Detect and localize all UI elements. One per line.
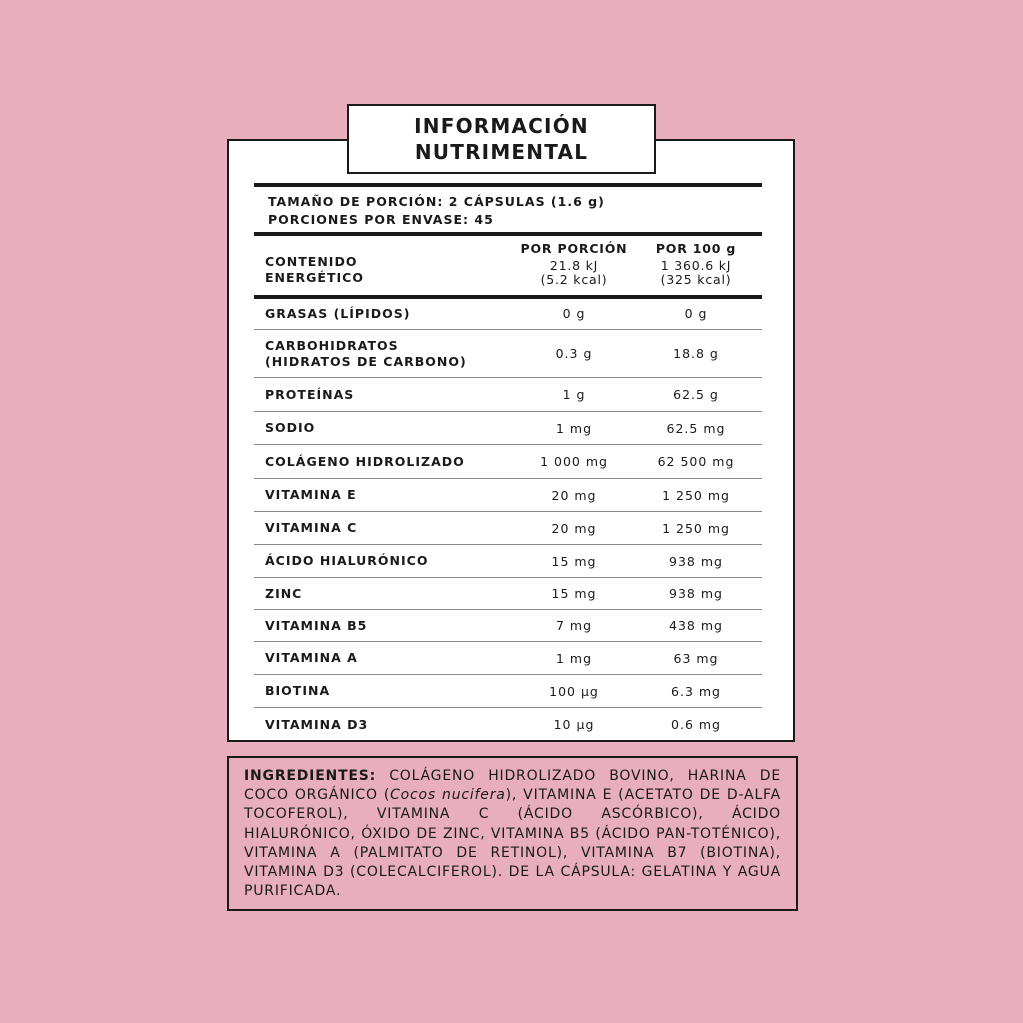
- per-100g-kcal: (325 kcal): [660, 272, 732, 287]
- per-serving-kj: 21.8 kJ: [549, 257, 599, 273]
- table-row: [254, 378, 762, 412]
- nutrient-per-serving: 10 µg: [553, 717, 595, 732]
- nutrient-per-100g: 0.6 mg: [671, 717, 721, 732]
- nutrient-per-serving: 1 mg: [555, 420, 593, 436]
- nutrient-per-100g: 6.3 mg: [671, 683, 721, 699]
- nutrient-table: [254, 298, 762, 741]
- ingredients-label: INGREDIENTES:: [244, 768, 377, 784]
- per-serving-kcal: (5.2 kcal): [540, 272, 608, 287]
- nutrient-per-100g: 1 250 mg: [662, 520, 730, 536]
- table-row: [254, 675, 762, 708]
- nutrient-name: VITAMINA E: [265, 487, 357, 502]
- serving-rule: [254, 232, 762, 236]
- nutrient-per-100g: 938 mg: [669, 553, 723, 569]
- nutrient-name: SODIO: [265, 420, 316, 435]
- serving-info: [268, 193, 605, 229]
- nutrient-name: BIOTINA: [265, 683, 331, 698]
- nutrient-per-serving: 7 mg: [555, 618, 593, 633]
- top-thick-rule: [254, 183, 762, 187]
- nutrient-name: CARBOHIDRATOS (HIDRATOS DE CARBONO): [265, 337, 467, 369]
- nutrient-per-serving: 1 g: [562, 387, 586, 402]
- nutrient-per-100g: 1 250 mg: [662, 487, 730, 503]
- table-row: [254, 642, 762, 675]
- table-row: [254, 708, 762, 741]
- nutrient-per-serving: 20 mg: [551, 520, 597, 536]
- nutrient-name: VITAMINA B5: [265, 617, 368, 633]
- nutrient-name: VITAMINA D3: [265, 716, 369, 732]
- ingredients-text-before: COLÁGENO HIDROLIZADO BOVINO, HARINA DE COCO ORGÁNICO (: [244, 768, 781, 804]
- page-title: INFORMACIÓN NUTRIMENTAL: [414, 114, 589, 164]
- nutrient-name: GRASAS (LÍPIDOS): [265, 305, 411, 321]
- energy-label: CONTENIDO ENERGÉTICO: [265, 254, 364, 285]
- table-row: [254, 578, 762, 610]
- nutrient-per-serving: 20 mg: [551, 487, 597, 503]
- per-100g-heading: POR 100 g: [655, 241, 737, 256]
- table-row: [254, 610, 762, 642]
- nutrient-name: PROTEÍNAS: [265, 386, 355, 402]
- nutrient-per-serving: 1 000 mg: [540, 454, 608, 469]
- per-serving-heading: POR PORCIÓN: [520, 241, 628, 256]
- nutrient-per-100g: 18.8 g: [673, 346, 719, 361]
- nutrient-per-100g: 62 500 mg: [657, 454, 735, 469]
- nutrient-name: COLÁGENO HIDROLIZADO: [265, 453, 465, 469]
- ingredients-text-after: ), VITAMINA E (ACETATO DE D-ALFA TOCOFEROL), VITAMINA C (ÁCIDO ASCÓRBICO), ÁCIDO HIALURÓNICO, ÓXIDO DE ZINC, VITAMINA B5 (ÁCIDO PAN-TOTÉNICO), VITAMINA A (PALMITATO DE RETINOL), VITAMINA B7 (BIOTINA), VITAMINA D3 (COLECALCIFEROL). DE LA CÁPSULA: GELATINA Y AGUA PURIFICADA.: [244, 787, 781, 900]
- nutrient-per-100g: 62.5 g: [673, 387, 719, 402]
- nutrient-name: ZINC: [265, 585, 303, 601]
- nutrient-per-serving: 0.3 g: [555, 346, 593, 361]
- per-100g-header: [616, 242, 776, 288]
- nutrient-per-100g: 438 mg: [669, 618, 723, 633]
- nutrient-per-100g: 0 g: [684, 306, 708, 321]
- table-row: [254, 330, 762, 378]
- table-row: [254, 412, 762, 445]
- table-row: [254, 445, 762, 479]
- nutrient-per-serving: 1 mg: [555, 650, 593, 666]
- nutrient-per-100g: 62.5 mg: [666, 420, 726, 436]
- nutrient-per-serving: 15 mg: [551, 553, 597, 569]
- nutrient-per-serving: 100 µg: [549, 683, 599, 699]
- table-row: [254, 479, 762, 512]
- per-100g-kj: 1 360.6 kJ: [660, 257, 732, 273]
- nutrient-name: VITAMINA C: [265, 520, 358, 535]
- ingredients-box: [227, 756, 798, 911]
- table-row: [254, 298, 762, 330]
- nutrient-per-100g: 938 mg: [669, 586, 723, 601]
- title-box: [347, 104, 656, 174]
- table-row: [254, 512, 762, 545]
- table-row: [254, 545, 762, 578]
- nutrient-name: ÁCIDO HIALURÓNICO: [265, 553, 429, 568]
- nutrient-per-100g: 63 mg: [673, 650, 719, 666]
- nutrient-name: VITAMINA A: [265, 650, 358, 665]
- servings-per-container: PORCIONES POR ENVASE: 45: [268, 212, 494, 227]
- nutrient-per-serving: 0 g: [562, 306, 586, 321]
- nutrient-per-serving: 15 mg: [551, 586, 597, 601]
- ingredients-italic: Cocos nucifera: [390, 787, 506, 804]
- serving-size: TAMAÑO DE PORCIÓN: 2 CÁPSULAS (1.6 g): [268, 194, 605, 209]
